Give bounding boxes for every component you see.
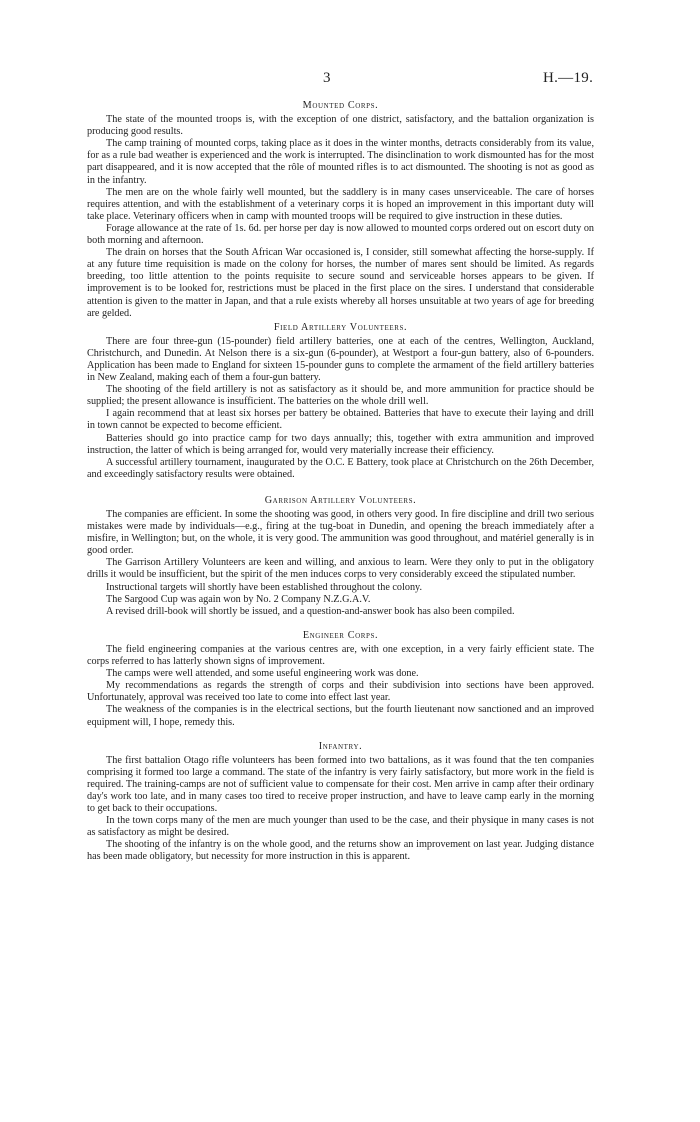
paragraph: The Garrison Artillery Volunteers are keen and willing, and anxious to learn. Were they only to put in the obligatory drills it would be insufficient, but the spirit of the men induces corps to very considerably exceed the stipulated number.: [87, 557, 594, 581]
paragraph: Instructional targets will shortly have been established throughout the colony.: [106, 581, 423, 593]
paragraph: The men are on the whole fairly well mounted, but the saddlery is in many cases unserviceable. The care of horses requires attention, and with the establishment of a veterinary corps it is hoped an improvement in this important duty will take place. Veterinary officers when in camp with mounted troops will be required to give instruction in these duties.: [87, 186, 594, 222]
section-heading: Mounted Corps.: [302, 100, 379, 111]
section-mounted-corps: [87, 100, 594, 320]
paragraph: The drain on horses that the South African War occasioned is, I consider, still somewhat affecting the horse-supply. If at any future time requisition is made on the colony for horses, the number of mares sent should be limited. As regards breeding, too little attention to the points requisite to secure sound and serviceable horses appears to be given. If improvement is to be looked for, restrictions must be placed in the first place on the sires. I understand that considerable attention is given to the matter in Japan, and that a rule exists whereby all horses unsuitable at two years of age for breeding are gelded.: [87, 247, 594, 319]
page-number: 3: [323, 70, 331, 86]
section-engineer-corps: [87, 630, 594, 729]
paragraph: Forage allowance at the rate of 1s. 6d. per horse per day is now allowed to mounted corps ordered out on escort duty on both morning and afternoon.: [87, 222, 595, 247]
paragraph: There are four three-gun (15-pounder) field artillery batteries, one at each of the centres, Wellington, Auckland, Christchurch, and Dunedin. At Nelson there is a six-gun (6-pounder), at Westport a four-gun battery, also of 6-pounders. Application has been made to England for sixteen 15-pounder guns to complete the armament of the field artillery batteries in New Zealand, making each of them a four-gun battery.: [87, 335, 594, 384]
paragraph: The field engineering companies at the various centres are, with one exception, in a very fairly efficient state. The corps referred to has latterly shown signs of improvement.: [87, 643, 594, 668]
paragraph: My recommendations as regards the strength of corps and their subdivision into sections have been approved. Unfortunately, approval was received too late to come into effect last year.: [87, 680, 594, 704]
document-reference: H.—19.: [543, 70, 594, 86]
section-heading: Engineer Corps.: [302, 629, 379, 641]
paragraph: The camps were well attended, and some useful engineering work was done.: [106, 668, 419, 680]
paragraph: The first battalion Otago rifle volunteers has been formed into two battalions, as it was found that the ten companies comprising it formed too large a command. The state of the infantry is very fairly satisfactory, but more work in the field is required. The training-camps are not of sufficient value to compensate for their cost. Men arrive in camp after their ordinary day's work too late, and in many cases too tired to receive proper instruction, and have to leave camp early in the morning to get back to their occupations.: [87, 754, 594, 815]
paragraph: The camp training of mounted corps, taking place as it does in the winter months, detracts considerably from its value, for as a rule bad weather is experienced and the work is interrupted. The disinclination to work dismounted has for the most part disappeared, and it is now accepted that the rôle of mounted rifles is to act dismounted. The shooting is not as good as in the infantry.: [87, 138, 594, 186]
paragraph: The weakness of the companies is in the electrical sections, but the fourth lieutenant now sanctioned and an improved equipment will, I hope, remedy this.: [87, 704, 594, 728]
paragraph: Batteries should go into practice camp for two days annually; this, together with extra ammunition and improved instruction, the latter of which is being arranged for, would very materially increase their efficiency.: [87, 432, 594, 456]
paragraph: The Sargood Cup was again won by No. 2 Company N.Z.G.A.V.: [106, 593, 371, 605]
paragraph: The state of the mounted troops is, with the exception of one district, satisfactory, and the battalion organization is producing good results.: [87, 114, 594, 138]
section-infantry: [87, 741, 594, 864]
paragraph: A revised drill-book will shortly be issued, and a question-and-answer book has also been compiled.: [106, 605, 515, 617]
section-garrison-artillery: [87, 495, 594, 618]
paragraph: The shooting of the infantry is on the whole good, and the returns show an improvement on last year. Judging distance has been made obligatory, but necessity for more instruction in this is apparent.: [87, 839, 594, 863]
paragraph: I again recommend that at least six horses per battery be obtained. Batteries that have to execute their laying and drill in town cannot be expected to become efficient.: [87, 408, 594, 432]
section-heading: Infantry.: [318, 740, 363, 752]
section-field-artillery: [87, 322, 594, 481]
paragraph: In the town corps many of the men are much younger than used to be the case, and their physique in many cases is not as satisfactory as might be desired.: [87, 815, 594, 839]
section-heading: Field Artillery Volunteers.: [273, 321, 408, 333]
paragraph: The shooting of the field artillery is not as satisfactory as it should be, and more ammunition for practice should be supplied; the present allowance is insufficient. The batteries on the whole drill well.: [87, 384, 594, 408]
paragraph: A successful artillery tournament, inaugurated by the O.C. E Battery, took place at Christchurch on the 26th December, and exceedingly satisfactory results were obtained.: [87, 456, 594, 480]
paragraph: The companies are efficient. In some the shooting was good, in others very good. In fire discipline and drill two serious mistakes were made by individuals—e.g., firing at the tug-boat in Dunedin, and opening the breach immediately after a misfire, in Wellington; but, on the whole, it is very good. The ammunition was good throughout, and matériel generally is in good order.: [87, 509, 594, 557]
section-heading: Garrison Artillery Volunteers.: [264, 494, 417, 506]
